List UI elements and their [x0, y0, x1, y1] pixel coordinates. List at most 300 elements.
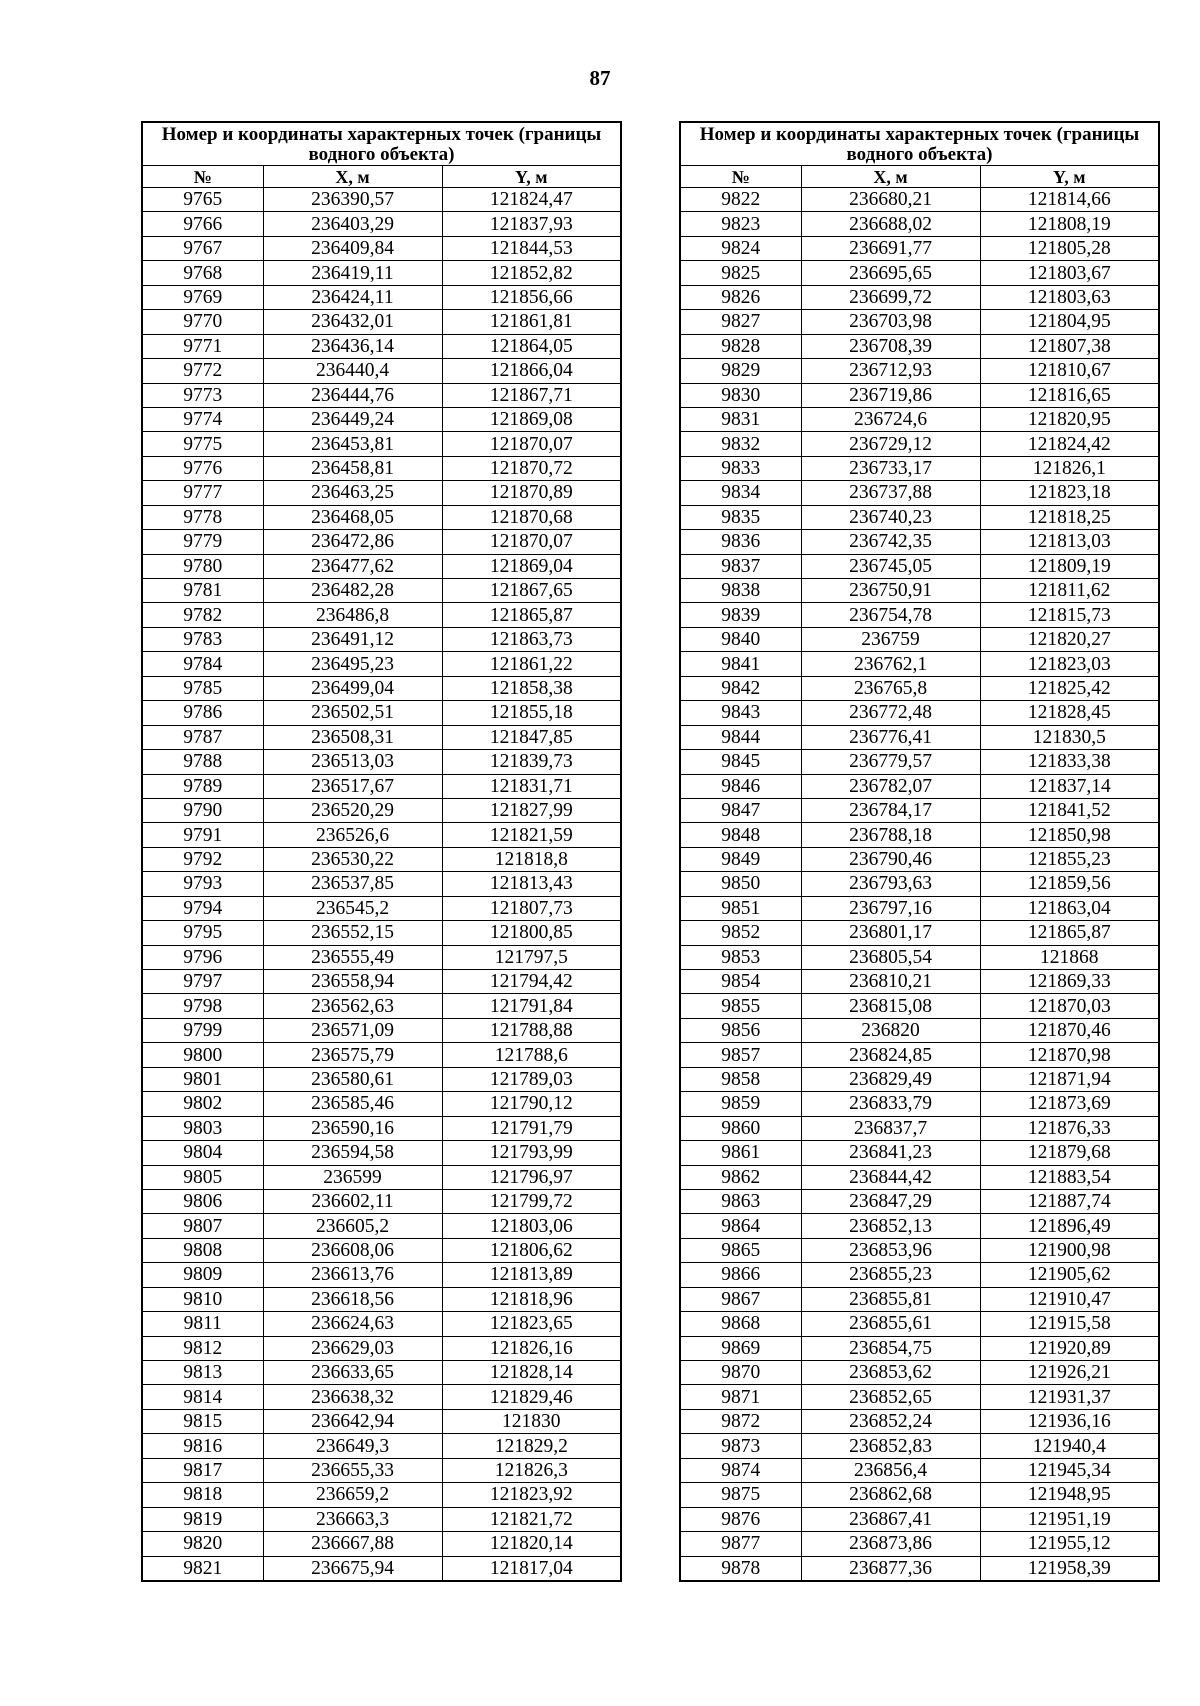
- cell-x-coordinate: 236655,33: [263, 1458, 442, 1482]
- cell-x-coordinate: 236633,65: [263, 1361, 442, 1385]
- table-row: [142, 1312, 621, 1336]
- column-header-number: №: [142, 166, 263, 188]
- cell-x-coordinate: 236424,11: [263, 285, 442, 309]
- cell-y-coordinate: 121823,65: [442, 1312, 621, 1336]
- cell-point-number: 9829: [680, 359, 801, 383]
- cell-point-number: 9770: [142, 310, 263, 334]
- cell-y-coordinate: 121803,67: [980, 261, 1159, 285]
- cell-point-number: 9848: [680, 823, 801, 847]
- table-row: [142, 530, 621, 554]
- table-row: [142, 872, 621, 896]
- cell-point-number: 9801: [142, 1067, 263, 1091]
- cell-y-coordinate: 121858,38: [442, 676, 621, 700]
- cell-point-number: 9797: [142, 970, 263, 994]
- cell-point-number: 9851: [680, 896, 801, 920]
- cell-y-coordinate: 121813,03: [980, 530, 1159, 554]
- cell-y-coordinate: 121863,04: [980, 896, 1159, 920]
- cell-y-coordinate: 121816,65: [980, 383, 1159, 407]
- cell-y-coordinate: 121796,97: [442, 1165, 621, 1189]
- table-row: [680, 652, 1159, 676]
- cell-y-coordinate: 121864,05: [442, 334, 621, 358]
- cell-y-coordinate: 121870,72: [442, 456, 621, 480]
- cell-point-number: 9769: [142, 285, 263, 309]
- table-row: [680, 554, 1159, 578]
- cell-x-coordinate: 236409,84: [263, 236, 442, 260]
- cell-y-coordinate: 121804,95: [980, 310, 1159, 334]
- cell-point-number: 9878: [680, 1556, 801, 1581]
- cell-x-coordinate: 236613,76: [263, 1263, 442, 1287]
- cell-x-coordinate: 236605,2: [263, 1214, 442, 1238]
- cell-y-coordinate: 121828,14: [442, 1361, 621, 1385]
- cell-y-coordinate: 121818,8: [442, 847, 621, 871]
- cell-point-number: 9874: [680, 1458, 801, 1482]
- cell-x-coordinate: 236745,05: [801, 554, 980, 578]
- cell-point-number: 9796: [142, 945, 263, 969]
- table-row: [680, 334, 1159, 358]
- cell-x-coordinate: 236530,22: [263, 847, 442, 871]
- cell-x-coordinate: 236432,01: [263, 310, 442, 334]
- cell-y-coordinate: 121821,72: [442, 1507, 621, 1531]
- cell-x-coordinate: 236810,21: [801, 970, 980, 994]
- table-row: [680, 945, 1159, 969]
- cell-y-coordinate: 121811,62: [980, 579, 1159, 603]
- table-row: [680, 285, 1159, 309]
- cell-y-coordinate: 121948,95: [980, 1483, 1159, 1507]
- cell-x-coordinate: 236495,23: [263, 652, 442, 676]
- table-row: [142, 627, 621, 651]
- cell-y-coordinate: 121865,87: [442, 603, 621, 627]
- cell-y-coordinate: 121830: [442, 1409, 621, 1433]
- table-row: [680, 1018, 1159, 1042]
- cell-point-number: 9836: [680, 530, 801, 554]
- cell-y-coordinate: 121794,42: [442, 970, 621, 994]
- cell-x-coordinate: 236502,51: [263, 701, 442, 725]
- cell-point-number: 9873: [680, 1434, 801, 1458]
- cell-point-number: 9802: [142, 1092, 263, 1116]
- cell-y-coordinate: 121847,85: [442, 725, 621, 749]
- cell-point-number: 9822: [680, 188, 801, 212]
- cell-x-coordinate: 236675,94: [263, 1556, 442, 1581]
- cell-y-coordinate: 121861,81: [442, 310, 621, 334]
- cell-point-number: 9788: [142, 750, 263, 774]
- cell-x-coordinate: 236793,63: [801, 872, 980, 896]
- cell-x-coordinate: 236458,81: [263, 456, 442, 480]
- cell-point-number: 9831: [680, 407, 801, 431]
- cell-x-coordinate: 236608,06: [263, 1238, 442, 1262]
- cell-y-coordinate: 121867,71: [442, 383, 621, 407]
- cell-x-coordinate: 236463,25: [263, 481, 442, 505]
- table-row: [142, 505, 621, 529]
- cell-point-number: 9865: [680, 1238, 801, 1262]
- cell-x-coordinate: 236733,17: [801, 456, 980, 480]
- cell-x-coordinate: 236782,07: [801, 774, 980, 798]
- table-row: [680, 1189, 1159, 1213]
- table-row: [680, 1532, 1159, 1556]
- cell-point-number: 9862: [680, 1165, 801, 1189]
- cell-point-number: 9855: [680, 994, 801, 1018]
- table-row: [142, 725, 621, 749]
- cell-x-coordinate: 236468,05: [263, 505, 442, 529]
- cell-y-coordinate: 121855,18: [442, 701, 621, 725]
- cell-y-coordinate: 121791,79: [442, 1116, 621, 1140]
- cell-x-coordinate: 236472,86: [263, 530, 442, 554]
- cell-x-coordinate: 236477,62: [263, 554, 442, 578]
- table-row: [142, 798, 621, 822]
- table-title: Номер и координаты характерных точек (границы водного объекта): [680, 122, 1159, 166]
- cell-y-coordinate: 121856,66: [442, 285, 621, 309]
- table-row: [142, 1409, 621, 1433]
- table-row: [142, 1165, 621, 1189]
- cell-y-coordinate: 121870,89: [442, 481, 621, 505]
- cell-y-coordinate: 121797,5: [442, 945, 621, 969]
- cell-y-coordinate: 121820,14: [442, 1532, 621, 1556]
- table-row: [142, 481, 621, 505]
- cell-y-coordinate: 121799,72: [442, 1189, 621, 1213]
- cell-point-number: 9804: [142, 1141, 263, 1165]
- cell-point-number: 9805: [142, 1165, 263, 1189]
- cell-point-number: 9819: [142, 1507, 263, 1531]
- cell-y-coordinate: 121788,88: [442, 1018, 621, 1042]
- cell-x-coordinate: 236558,94: [263, 970, 442, 994]
- cell-point-number: 9838: [680, 579, 801, 603]
- table-row: [142, 1189, 621, 1213]
- cell-y-coordinate: 121790,12: [442, 1092, 621, 1116]
- cell-point-number: 9861: [680, 1141, 801, 1165]
- cell-y-coordinate: 121852,82: [442, 261, 621, 285]
- cell-point-number: 9847: [680, 798, 801, 822]
- cell-y-coordinate: 121808,19: [980, 212, 1159, 236]
- cell-y-coordinate: 121813,43: [442, 872, 621, 896]
- cell-x-coordinate: 236585,46: [263, 1092, 442, 1116]
- table-row: [680, 872, 1159, 896]
- cell-point-number: 9777: [142, 481, 263, 505]
- cell-point-number: 9843: [680, 701, 801, 725]
- cell-point-number: 9793: [142, 872, 263, 896]
- cell-y-coordinate: 121830,5: [980, 725, 1159, 749]
- cell-x-coordinate: 236759: [801, 627, 980, 651]
- cell-x-coordinate: 236855,81: [801, 1287, 980, 1311]
- table-row: [680, 261, 1159, 285]
- cell-y-coordinate: 121859,56: [980, 872, 1159, 896]
- cell-y-coordinate: 121821,59: [442, 823, 621, 847]
- cell-point-number: 9840: [680, 627, 801, 651]
- cell-x-coordinate: 236629,03: [263, 1336, 442, 1360]
- cell-y-coordinate: 121869,08: [442, 407, 621, 431]
- table-row: [142, 1067, 621, 1091]
- cell-y-coordinate: 121871,94: [980, 1067, 1159, 1091]
- cell-x-coordinate: 236712,93: [801, 359, 980, 383]
- cell-x-coordinate: 236801,17: [801, 921, 980, 945]
- cell-point-number: 9867: [680, 1287, 801, 1311]
- table-row: [680, 1409, 1159, 1433]
- cell-y-coordinate: 121826,16: [442, 1336, 621, 1360]
- cell-point-number: 9854: [680, 970, 801, 994]
- cell-point-number: 9812: [142, 1336, 263, 1360]
- table-row: [142, 1507, 621, 1531]
- table-row: [680, 1483, 1159, 1507]
- cell-x-coordinate: 236862,68: [801, 1483, 980, 1507]
- table-row: [142, 261, 621, 285]
- cell-point-number: 9779: [142, 530, 263, 554]
- cell-point-number: 9863: [680, 1189, 801, 1213]
- table-row: [142, 847, 621, 871]
- cell-y-coordinate: 121803,63: [980, 285, 1159, 309]
- cell-point-number: 9790: [142, 798, 263, 822]
- cell-y-coordinate: 121870,46: [980, 1018, 1159, 1042]
- table-row: [680, 1312, 1159, 1336]
- table-row: [680, 310, 1159, 334]
- table-row: [680, 921, 1159, 945]
- cell-point-number: 9864: [680, 1214, 801, 1238]
- table-row: [680, 970, 1159, 994]
- cell-y-coordinate: 121824,42: [980, 432, 1159, 456]
- cell-x-coordinate: 236453,81: [263, 432, 442, 456]
- cell-y-coordinate: 121870,03: [980, 994, 1159, 1018]
- table-row: [680, 847, 1159, 871]
- cell-x-coordinate: 236436,14: [263, 334, 442, 358]
- cell-point-number: 9857: [680, 1043, 801, 1067]
- cell-x-coordinate: 236703,98: [801, 310, 980, 334]
- cell-x-coordinate: 236853,96: [801, 1238, 980, 1262]
- table-row: [680, 359, 1159, 383]
- cell-y-coordinate: 121931,37: [980, 1385, 1159, 1409]
- cell-point-number: 9877: [680, 1532, 801, 1556]
- cell-x-coordinate: 236624,63: [263, 1312, 442, 1336]
- cell-point-number: 9832: [680, 432, 801, 456]
- table-row: [680, 1458, 1159, 1482]
- table-row: [680, 1385, 1159, 1409]
- cell-x-coordinate: 236699,72: [801, 285, 980, 309]
- cell-y-coordinate: 121837,93: [442, 212, 621, 236]
- cell-point-number: 9835: [680, 505, 801, 529]
- cell-x-coordinate: 236742,35: [801, 530, 980, 554]
- table-row: [680, 603, 1159, 627]
- cell-y-coordinate: 121915,58: [980, 1312, 1159, 1336]
- cell-x-coordinate: 236618,56: [263, 1287, 442, 1311]
- cell-x-coordinate: 236837,7: [801, 1116, 980, 1140]
- cell-point-number: 9771: [142, 334, 263, 358]
- table-row: [142, 676, 621, 700]
- cell-point-number: 9800: [142, 1043, 263, 1067]
- table-row: [142, 1092, 621, 1116]
- cell-y-coordinate: 121818,25: [980, 505, 1159, 529]
- table-row: [680, 823, 1159, 847]
- cell-point-number: 9826: [680, 285, 801, 309]
- cell-point-number: 9817: [142, 1458, 263, 1482]
- cell-x-coordinate: 236526,6: [263, 823, 442, 847]
- cell-point-number: 9816: [142, 1434, 263, 1458]
- cell-point-number: 9810: [142, 1287, 263, 1311]
- cell-y-coordinate: 121809,19: [980, 554, 1159, 578]
- cell-y-coordinate: 121841,52: [980, 798, 1159, 822]
- cell-y-coordinate: 121870,07: [442, 432, 621, 456]
- table-title: Номер и координаты характерных точек (границы водного объекта): [142, 122, 621, 166]
- table-row: [680, 1361, 1159, 1385]
- cell-x-coordinate: 236520,29: [263, 798, 442, 822]
- column-header-y: Y, м: [980, 166, 1159, 188]
- cell-y-coordinate: 121873,69: [980, 1092, 1159, 1116]
- table-row: [142, 1556, 621, 1581]
- cell-x-coordinate: 236824,85: [801, 1043, 980, 1067]
- cell-x-coordinate: 236797,16: [801, 896, 980, 920]
- cell-x-coordinate: 236779,57: [801, 750, 980, 774]
- cell-y-coordinate: 121829,46: [442, 1385, 621, 1409]
- cell-point-number: 9858: [680, 1067, 801, 1091]
- column-header-number: №: [680, 166, 801, 188]
- table-body: [142, 188, 621, 1581]
- table-row: [142, 1141, 621, 1165]
- cell-y-coordinate: 121863,73: [442, 627, 621, 651]
- table-row: [142, 310, 621, 334]
- table-row: [680, 1141, 1159, 1165]
- cell-x-coordinate: 236517,67: [263, 774, 442, 798]
- table-row: [142, 921, 621, 945]
- cell-point-number: 9787: [142, 725, 263, 749]
- cell-y-coordinate: 121876,33: [980, 1116, 1159, 1140]
- cell-x-coordinate: 236750,91: [801, 579, 980, 603]
- table-row: [680, 1092, 1159, 1116]
- cell-x-coordinate: 236680,21: [801, 188, 980, 212]
- cell-x-coordinate: 236691,77: [801, 236, 980, 260]
- cell-point-number: 9820: [142, 1532, 263, 1556]
- cell-x-coordinate: 236545,2: [263, 896, 442, 920]
- table-row: [680, 1067, 1159, 1091]
- cell-y-coordinate: 121807,38: [980, 334, 1159, 358]
- cell-x-coordinate: 236580,61: [263, 1067, 442, 1091]
- table-row: [680, 1556, 1159, 1581]
- cell-point-number: 9807: [142, 1214, 263, 1238]
- cell-point-number: 9839: [680, 603, 801, 627]
- cell-point-number: 9845: [680, 750, 801, 774]
- cell-y-coordinate: 121818,96: [442, 1287, 621, 1311]
- table-row: [142, 1116, 621, 1140]
- cell-point-number: 9833: [680, 456, 801, 480]
- table-row: [142, 359, 621, 383]
- cell-y-coordinate: 121823,18: [980, 481, 1159, 505]
- cell-x-coordinate: 236444,76: [263, 383, 442, 407]
- cell-point-number: 9809: [142, 1263, 263, 1287]
- table-row: [680, 798, 1159, 822]
- coordinates-table-right: [679, 121, 1160, 1582]
- cell-point-number: 9842: [680, 676, 801, 700]
- table-row: [142, 1238, 621, 1262]
- cell-x-coordinate: 236602,11: [263, 1189, 442, 1213]
- cell-point-number: 9841: [680, 652, 801, 676]
- cell-y-coordinate: 121805,28: [980, 236, 1159, 260]
- cell-y-coordinate: 121869,04: [442, 554, 621, 578]
- cell-y-coordinate: 121806,62: [442, 1238, 621, 1262]
- cell-point-number: 9774: [142, 407, 263, 431]
- cell-x-coordinate: 236853,62: [801, 1361, 980, 1385]
- cell-y-coordinate: 121868: [980, 945, 1159, 969]
- cell-y-coordinate: 121883,54: [980, 1165, 1159, 1189]
- cell-point-number: 9767: [142, 236, 263, 260]
- cell-x-coordinate: 236449,24: [263, 407, 442, 431]
- cell-x-coordinate: 236663,3: [263, 1507, 442, 1531]
- table-row: [142, 1214, 621, 1238]
- cell-x-coordinate: 236776,41: [801, 725, 980, 749]
- cell-x-coordinate: 236719,86: [801, 383, 980, 407]
- cell-point-number: 9846: [680, 774, 801, 798]
- cell-point-number: 9818: [142, 1483, 263, 1507]
- cell-y-coordinate: 121945,34: [980, 1458, 1159, 1482]
- cell-x-coordinate: 236486,8: [263, 603, 442, 627]
- cell-y-coordinate: 121855,23: [980, 847, 1159, 871]
- table-row: [680, 456, 1159, 480]
- cell-y-coordinate: 121817,04: [442, 1556, 621, 1581]
- cell-point-number: 9806: [142, 1189, 263, 1213]
- cell-x-coordinate: 236599: [263, 1165, 442, 1189]
- cell-y-coordinate: 121865,87: [980, 921, 1159, 945]
- cell-y-coordinate: 121910,47: [980, 1287, 1159, 1311]
- cell-y-coordinate: 121870,98: [980, 1043, 1159, 1067]
- cell-x-coordinate: 236805,54: [801, 945, 980, 969]
- cell-x-coordinate: 236833,79: [801, 1092, 980, 1116]
- cell-point-number: 9792: [142, 847, 263, 871]
- cell-y-coordinate: 121866,04: [442, 359, 621, 383]
- cell-y-coordinate: 121791,84: [442, 994, 621, 1018]
- cell-x-coordinate: 236854,75: [801, 1336, 980, 1360]
- table-row: [142, 554, 621, 578]
- table-row: [142, 383, 621, 407]
- column-header-x: X, м: [263, 166, 442, 188]
- cell-x-coordinate: 236737,88: [801, 481, 980, 505]
- cell-y-coordinate: 121833,38: [980, 750, 1159, 774]
- cell-y-coordinate: 121814,66: [980, 188, 1159, 212]
- cell-y-coordinate: 121837,14: [980, 774, 1159, 798]
- table-row: [142, 970, 621, 994]
- table-row: [142, 1336, 621, 1360]
- cell-point-number: 9811: [142, 1312, 263, 1336]
- cell-point-number: 9781: [142, 579, 263, 603]
- table-row: [142, 334, 621, 358]
- column-header-y: Y, м: [442, 166, 621, 188]
- cell-x-coordinate: 236754,78: [801, 603, 980, 627]
- cell-y-coordinate: 121813,89: [442, 1263, 621, 1287]
- table-row: [680, 481, 1159, 505]
- cell-point-number: 9773: [142, 383, 263, 407]
- table-row: [680, 1434, 1159, 1458]
- cell-point-number: 9795: [142, 921, 263, 945]
- table-row: [142, 896, 621, 920]
- cell-point-number: 9785: [142, 676, 263, 700]
- coordinates-table-left: [141, 121, 622, 1582]
- cell-x-coordinate: 236440,4: [263, 359, 442, 383]
- cell-y-coordinate: 121879,68: [980, 1141, 1159, 1165]
- cell-point-number: 9849: [680, 847, 801, 871]
- table-row: [142, 579, 621, 603]
- table-row: [142, 774, 621, 798]
- table-row: [142, 1043, 621, 1067]
- cell-point-number: 9853: [680, 945, 801, 969]
- cell-y-coordinate: 121951,19: [980, 1507, 1159, 1531]
- cell-x-coordinate: 236784,17: [801, 798, 980, 822]
- cell-y-coordinate: 121823,92: [442, 1483, 621, 1507]
- table-row: [680, 530, 1159, 554]
- cell-y-coordinate: 121807,73: [442, 896, 621, 920]
- table-row: [680, 627, 1159, 651]
- cell-y-coordinate: 121789,03: [442, 1067, 621, 1091]
- cell-point-number: 9821: [142, 1556, 263, 1581]
- table-row: [680, 407, 1159, 431]
- cell-point-number: 9859: [680, 1092, 801, 1116]
- table-body: [680, 188, 1159, 1581]
- table-row: [680, 236, 1159, 260]
- cell-x-coordinate: 236877,36: [801, 1556, 980, 1581]
- cell-point-number: 9844: [680, 725, 801, 749]
- table-row: [680, 212, 1159, 236]
- cell-x-coordinate: 236740,23: [801, 505, 980, 529]
